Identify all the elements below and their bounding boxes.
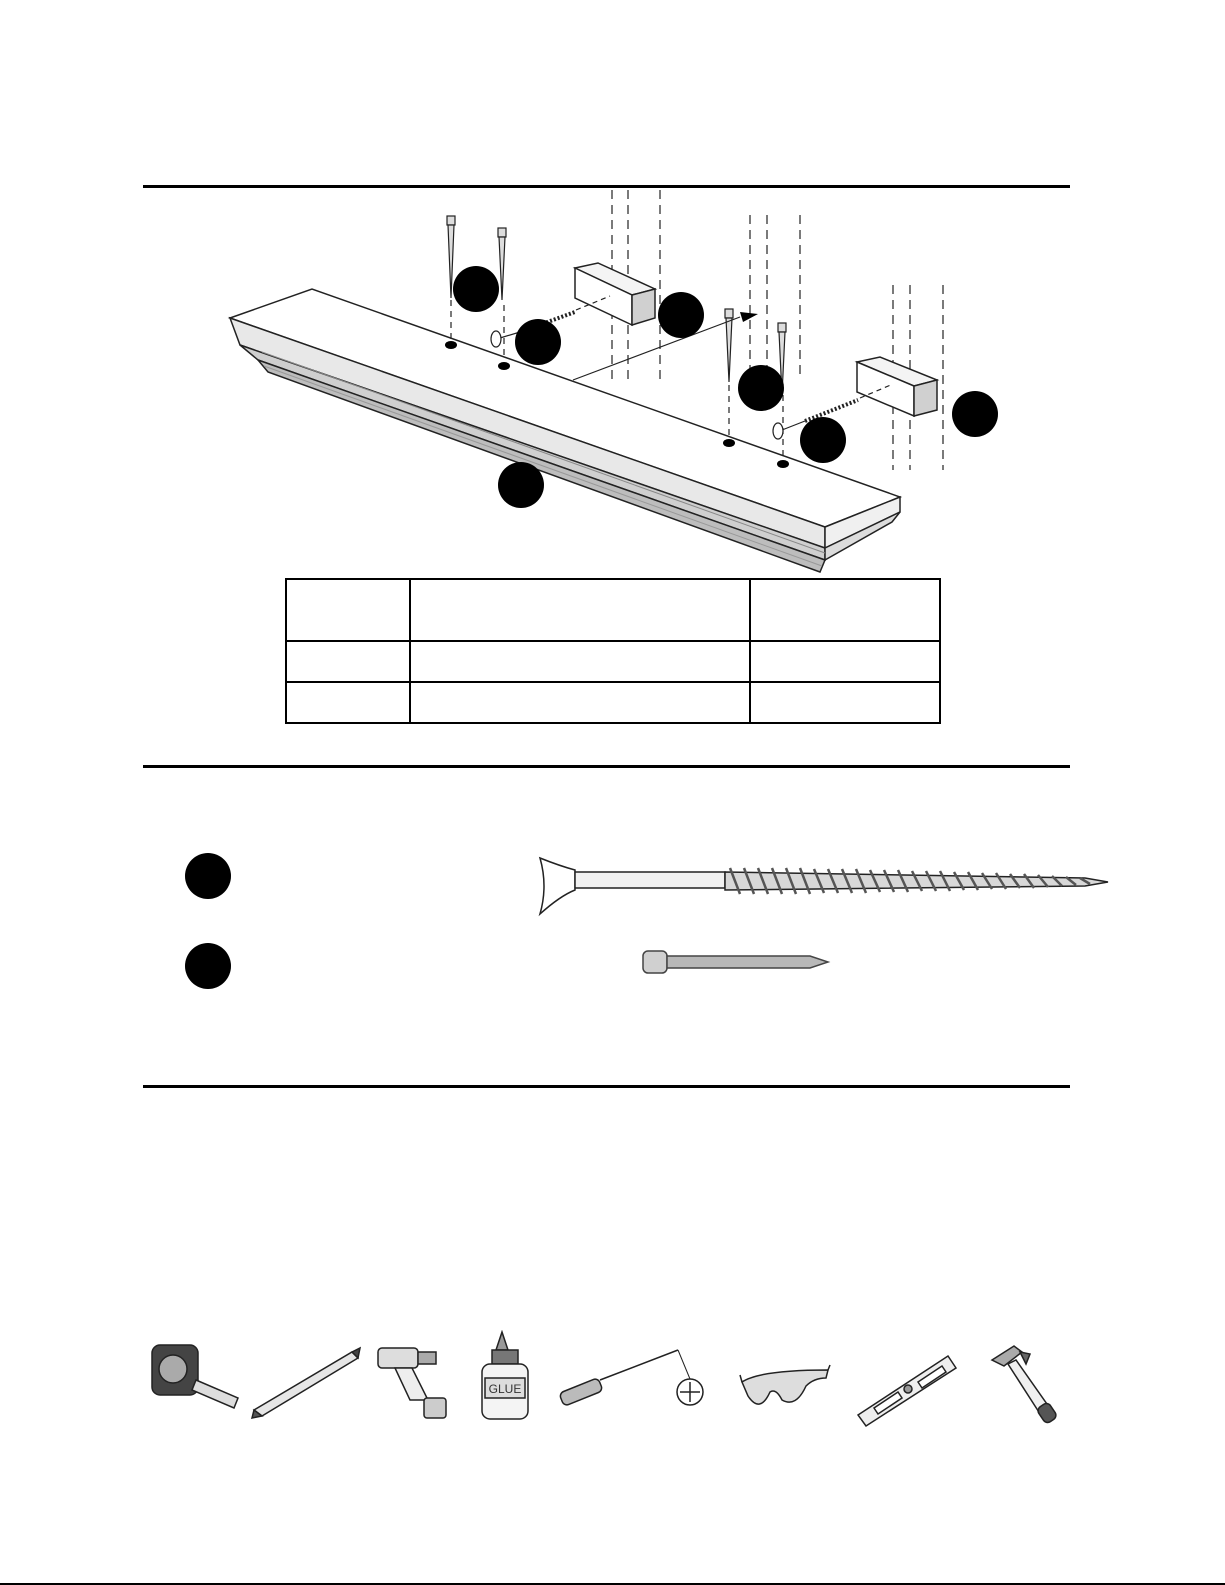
- hardware-section: [0, 820, 1225, 1020]
- wood-screw-icon: [540, 858, 1108, 914]
- hardware-callout-circle: [185, 943, 231, 989]
- safety-glasses-icon: [740, 1365, 830, 1404]
- parts-table-cell: [750, 682, 940, 723]
- parts-table-header-cell: [750, 579, 940, 641]
- section-rule-tools: [143, 1085, 1070, 1088]
- tools-row: [0, 1330, 1225, 1440]
- parts-table-header-cell: [410, 579, 750, 641]
- power-drill-icon: [378, 1348, 446, 1418]
- finishing-nail-icon: [643, 951, 828, 973]
- table-row: [286, 682, 940, 723]
- section-rule-hardware: [143, 765, 1070, 768]
- mantel-assembly-diagram: [0, 0, 1225, 580]
- phillips-screwdriver-icon: [559, 1350, 703, 1406]
- glue-bottle-icon: [482, 1332, 528, 1419]
- hammer-icon: [992, 1346, 1058, 1424]
- hardware-callout-circle: [185, 853, 231, 899]
- parts-table-header-cell: [286, 579, 410, 641]
- tape-measure-icon: [152, 1345, 238, 1408]
- parts-table-header-row: [286, 579, 940, 641]
- pencil-icon: [252, 1348, 360, 1418]
- parts-table-cell: [410, 641, 750, 682]
- parts-table-cell: [286, 682, 410, 723]
- parts-table-cell: [286, 641, 410, 682]
- parts-table: [285, 578, 941, 724]
- table-row: [286, 641, 940, 682]
- glue-label: GLUE: [488, 1382, 522, 1396]
- level-icon: [858, 1356, 956, 1426]
- parts-table-cell: [410, 682, 750, 723]
- mantel-shelf: [230, 289, 900, 572]
- parts-table-cell: [750, 641, 940, 682]
